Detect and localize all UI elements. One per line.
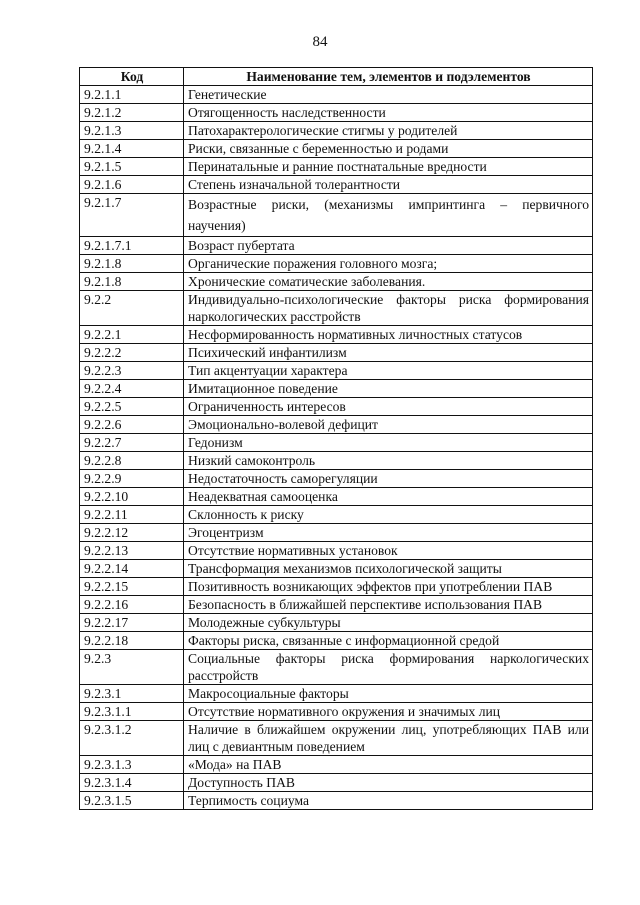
table-row: [80, 792, 593, 810]
row-code: 9.2.2.8: [80, 452, 184, 470]
table-row: [80, 703, 593, 721]
row-code: 9.2.2.2: [80, 344, 184, 362]
header-code: Код: [80, 68, 184, 86]
row-name: Возраст пубертата: [184, 237, 593, 255]
row-name: Психический инфантилизм: [184, 344, 593, 362]
table-row: [80, 273, 593, 291]
row-name: Безопасность в ближайшей перспективе использования ПАВ: [184, 596, 593, 614]
page-number: 84: [312, 34, 328, 50]
table-row: [80, 416, 593, 434]
row-name: Факторы риска, связанные с информационной средой: [184, 632, 593, 650]
header-name: Наименование тем, элементов и подэлементов: [184, 68, 593, 86]
row-name: Отягощенность наследственности: [184, 104, 593, 122]
table-row: [80, 506, 593, 524]
row-code: 9.2.3.1.3: [80, 756, 184, 774]
table-row: [80, 452, 593, 470]
row-name: Органические поражения головного мозга;: [184, 255, 593, 273]
row-name: Тип акцентуации характера: [184, 362, 593, 380]
row-code: 9.2.1.3: [80, 122, 184, 140]
table-header-row: [80, 68, 593, 86]
row-code: 9.2.2.14: [80, 560, 184, 578]
row-name: Трансформация механизмов психологической защиты: [184, 560, 593, 578]
table-row: [80, 140, 593, 158]
table-row: [80, 685, 593, 703]
row-name: Позитивность возникающих эффектов при употреблении ПАВ: [184, 578, 593, 596]
row-code: 9.2.2.6: [80, 416, 184, 434]
row-code: 9.2.1.4: [80, 140, 184, 158]
row-name: Терпимость социума: [184, 792, 593, 810]
table-row: [80, 104, 593, 122]
row-code: 9.2.1.7: [80, 194, 184, 237]
table-row: [80, 632, 593, 650]
row-name: Социальные факторы риска формирования наркологических расстройств: [184, 650, 593, 685]
table-row: [80, 344, 593, 362]
row-code: 9.2.2.4: [80, 380, 184, 398]
row-name: Недостаточность саморегуляции: [184, 470, 593, 488]
row-code: 9.2.2.12: [80, 524, 184, 542]
table-row: [80, 176, 593, 194]
row-name: Отсутствие нормативного окружения и значимых лиц: [184, 703, 593, 721]
table-row: [80, 650, 593, 685]
table-row: [80, 470, 593, 488]
row-code: 9.2.1.8: [80, 273, 184, 291]
row-code: 9.2.3.1.5: [80, 792, 184, 810]
table-row: [80, 596, 593, 614]
table-row: [80, 86, 593, 104]
row-name: Хронические соматические заболевания.: [184, 273, 593, 291]
row-name: Патохарактерологические стигмы у родителей: [184, 122, 593, 140]
table-row: [80, 578, 593, 596]
table-row: [80, 488, 593, 506]
table-row: [80, 614, 593, 632]
row-code: 9.2.2.13: [80, 542, 184, 560]
row-name: Имитационное поведение: [184, 380, 593, 398]
row-code: 9.2.2.1: [80, 326, 184, 344]
row-name: Несформированность нормативных личностных статусов: [184, 326, 593, 344]
row-name: «Мода» на ПАВ: [184, 756, 593, 774]
row-name: Перинатальные и ранние постнатальные вредности: [184, 158, 593, 176]
row-name: Доступность ПАВ: [184, 774, 593, 792]
row-code: 9.2.2.3: [80, 362, 184, 380]
row-code: 9.2.1.8: [80, 255, 184, 273]
row-name: Риски, связанные с беременностью и родами: [184, 140, 593, 158]
row-name: Ограниченность интересов: [184, 398, 593, 416]
row-code: 9.2.3.1: [80, 685, 184, 703]
row-code: 9.2.2.16: [80, 596, 184, 614]
row-code: 9.2.2: [80, 291, 184, 326]
table-row: [80, 721, 593, 756]
table-body: [80, 86, 593, 810]
table-row: [80, 774, 593, 792]
row-name: Склонность к риску: [184, 506, 593, 524]
row-code: 9.2.3.1.1: [80, 703, 184, 721]
row-name: Макросоциальные факторы: [184, 685, 593, 703]
table-row: [80, 291, 593, 326]
row-code: 9.2.1.1: [80, 86, 184, 104]
row-name: Возрастные риски, (механизмы импринтинга – первичного научения): [184, 194, 593, 237]
row-name: Наличие в ближайшем окружении лиц, употребляющих ПАВ или лиц с девиантным поведением: [184, 721, 593, 756]
table-row: [80, 158, 593, 176]
row-name: Эмоционально-волевой дефицит: [184, 416, 593, 434]
row-code: 9.2.2.10: [80, 488, 184, 506]
row-name: Молодежные субкультуры: [184, 614, 593, 632]
row-name: Неадекватная самооценка: [184, 488, 593, 506]
row-code: 9.2.3: [80, 650, 184, 685]
topics-table: [79, 67, 593, 810]
table-row: [80, 542, 593, 560]
table-row: [80, 255, 593, 273]
row-code: 9.2.3.1.4: [80, 774, 184, 792]
row-name: Генетические: [184, 86, 593, 104]
row-name: Индивидуально-психологические факторы риска формирования наркологических расстройств: [184, 291, 593, 326]
row-code: 9.2.2.9: [80, 470, 184, 488]
table-row: [80, 237, 593, 255]
row-code: 9.2.2.7: [80, 434, 184, 452]
table-row: [80, 380, 593, 398]
row-code: 9.2.2.17: [80, 614, 184, 632]
table-row: [80, 122, 593, 140]
table-row: [80, 560, 593, 578]
row-code: 9.2.2.15: [80, 578, 184, 596]
table-row: [80, 756, 593, 774]
row-code: 9.2.1.2: [80, 104, 184, 122]
row-name: Низкий самоконтроль: [184, 452, 593, 470]
row-name: Эгоцентризм: [184, 524, 593, 542]
row-code: 9.2.1.7.1: [80, 237, 184, 255]
row-name: Гедонизм: [184, 434, 593, 452]
row-code: 9.2.1.5: [80, 158, 184, 176]
row-code: 9.2.1.6: [80, 176, 184, 194]
table-row: [80, 434, 593, 452]
row-name: Отсутствие нормативных установок: [184, 542, 593, 560]
table-row: [80, 524, 593, 542]
row-name: Степень изначальной толерантности: [184, 176, 593, 194]
row-code: 9.2.2.5: [80, 398, 184, 416]
table-row: [80, 398, 593, 416]
table-row: [80, 326, 593, 344]
row-code: 9.2.2.18: [80, 632, 184, 650]
table-row: [80, 194, 593, 237]
row-code: 9.2.3.1.2: [80, 721, 184, 756]
row-code: 9.2.2.11: [80, 506, 184, 524]
table-row: [80, 362, 593, 380]
